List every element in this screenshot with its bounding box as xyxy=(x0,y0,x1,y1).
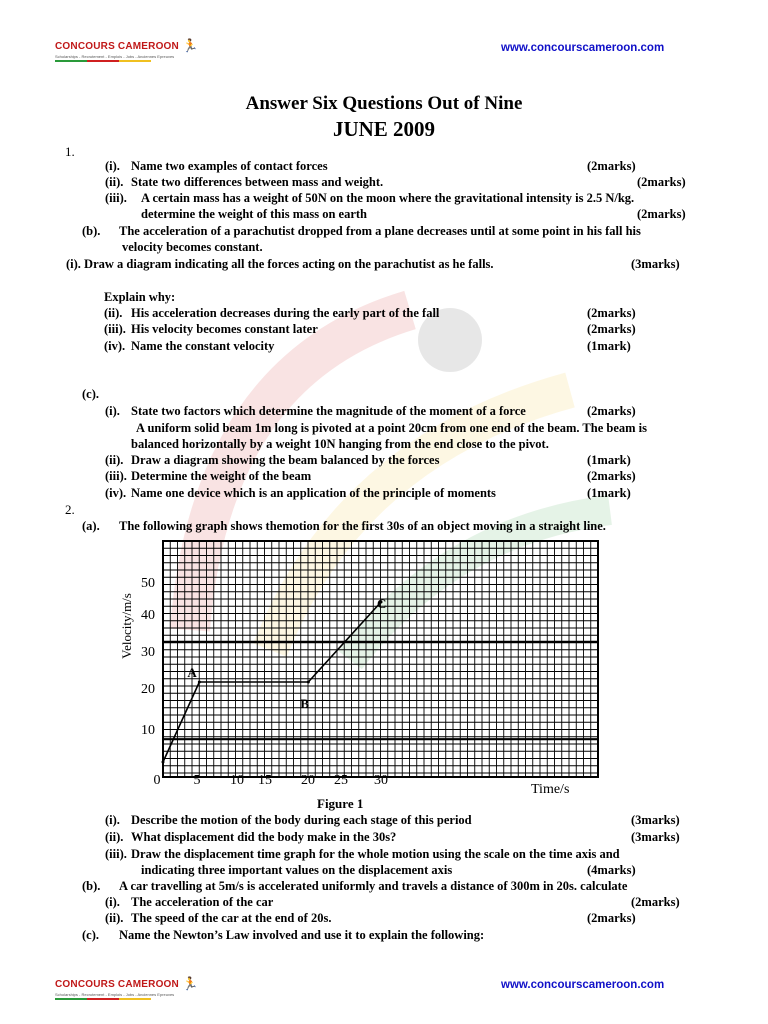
point-label-b: B xyxy=(300,696,310,711)
footer-logo-stripe xyxy=(55,998,151,1000)
header-logo-subtitle: Scholarships - Recrutement - Emplois - Jobs - Anciennes Epreuves xyxy=(55,54,175,59)
runner-icon: 🏃 xyxy=(181,38,199,53)
q1-b-iii-label: (iii). xyxy=(104,322,126,336)
y-tick-label: 20 xyxy=(141,682,155,697)
runner-icon: 🏃 xyxy=(181,976,199,991)
q1-c-ii-label: (ii). xyxy=(105,453,124,467)
q2-b-label: (b). xyxy=(82,879,101,893)
q1-c-label: (c). xyxy=(82,387,99,401)
q1-b-label: (b). xyxy=(82,224,101,238)
footer-logo-subtitle: Scholarships - Recrutement - Emplois - Jobs - Anciennes Epreuves xyxy=(55,992,175,997)
y-tick-label: 10 xyxy=(141,723,155,738)
footer-logo[interactable] xyxy=(55,976,198,998)
q1-i-label: (i). xyxy=(105,159,120,173)
x-tick-label: 20 xyxy=(301,773,315,788)
x-tick-label: 15 xyxy=(258,773,272,788)
q2-b-ii-label: (ii). xyxy=(105,911,124,925)
q1-b-i-text: (i). Draw a diagram indicating all the forces acting on the parachutist as he falls. xyxy=(66,257,494,271)
x-tick-label: 0 xyxy=(153,773,161,788)
q2-a-iii-marks: (4marks) xyxy=(587,863,636,877)
q1-ii-text: State two differences between mass and weight. xyxy=(131,175,384,189)
q1-c-ii-text: Draw a diagram showing the beam balanced by the forces xyxy=(131,453,440,467)
q1-c-ii-marks: (1mark) xyxy=(587,453,631,467)
q1-c-iv-label: (iv). xyxy=(105,486,127,500)
q1-b-iv-text: Name the constant velocity xyxy=(131,339,275,353)
header-logo-text: CONCOURS CAMEROON xyxy=(55,40,179,52)
y-axis-label: Velocity/m/s xyxy=(119,593,134,659)
q2-c-text: Name the Newton’s Law involved and use it to explain the following: xyxy=(119,928,485,942)
q2-a-i-marks: (3marks) xyxy=(631,813,680,827)
q1-c-i-text: State two factors which determine the magnitude of the moment of a force xyxy=(131,404,526,418)
q1-c-iii-label: (iii). xyxy=(105,469,127,483)
q1-c-iii-marks: (2marks) xyxy=(587,469,636,483)
q1-c-i-marks: (2marks) xyxy=(587,404,636,418)
q2-a-iii-label: (iii). xyxy=(105,847,127,861)
data-point xyxy=(307,681,310,684)
q1-c-i-label: (i). xyxy=(105,404,120,418)
q2-b-i-label: (i). xyxy=(105,895,120,909)
q1-iii-text: A certain mass has a weight of 50N on the moon where the gravitational intensity is 2.5 N/kg. xyxy=(141,191,635,205)
footer-url[interactable]: www.concourscameroon.com xyxy=(501,979,665,991)
q1-ii-label: (ii). xyxy=(105,175,124,189)
q1-b-text: The acceleration of a parachutist dropped from a plane decreases until at some point in his fall his xyxy=(119,224,641,238)
y-tick-label: 40 xyxy=(141,608,155,623)
q1-c-iv-text: Name one device which is an application of the principle of moments xyxy=(131,486,496,500)
q2-number: 2. xyxy=(65,502,75,517)
q1-b-iii-marks: (2marks) xyxy=(587,322,636,336)
q1-b-text-cont: velocity becomes constant. xyxy=(122,240,263,254)
q1-c-beam-text: A uniform solid beam 1m long is pivoted at a point 20cm from one end of the beam. The beam is xyxy=(136,421,648,435)
q2-c-label: (c). xyxy=(82,928,99,942)
q2-b-text: A car travelling at 5m/s is accelerated uniformly and travels a distance of 300m in 20s. calculate xyxy=(119,879,628,893)
q2-a-label: (a). xyxy=(82,519,100,533)
q2-a-ii-marks: (3marks) xyxy=(631,830,680,844)
point-label-a: A xyxy=(187,665,197,680)
x-tick-label: 5 xyxy=(193,773,201,788)
q2-b-ii-marks: (2marks) xyxy=(587,911,636,925)
q1-c-beam-text-cont: balanced horizontally by a weight 10N hanging from the end close to the pivot. xyxy=(131,437,549,451)
x-axis-label: Time/s xyxy=(531,782,570,797)
q1-b-ii-marks: (2marks) xyxy=(587,306,636,320)
q1-explain-heading: Explain why: xyxy=(104,290,176,304)
q1-b-iv-label: (iv). xyxy=(104,339,126,353)
y-tick-label: 50 xyxy=(141,576,155,591)
q2-a-iii-text-cont: indicating three important values on the displacement axis xyxy=(141,863,453,877)
q1-b-iii-text: His velocity becomes constant later xyxy=(131,322,318,336)
q1-c-iii-text: Determine the weight of the beam xyxy=(131,469,312,483)
q1-ii-marks: (2marks) xyxy=(637,175,686,189)
exam-title: Answer Six Questions Out of Nine xyxy=(245,93,523,114)
figure-caption: Figure 1 xyxy=(317,796,364,811)
q2-a-iii-text: Draw the displacement time graph for the whole motion using the scale on the time axis and xyxy=(131,847,620,861)
data-point xyxy=(198,681,201,684)
x-tick-label: 10 xyxy=(230,773,244,788)
header-logo[interactable] xyxy=(55,38,198,60)
x-tick-label: 30 xyxy=(374,773,388,788)
point-label-c: C xyxy=(377,596,387,611)
q1-i-marks: (2marks) xyxy=(587,159,636,173)
header-logo-stripe xyxy=(55,60,151,62)
q1-b-iv-marks: (1mark) xyxy=(587,339,631,353)
q2-a-i-label: (i). xyxy=(105,813,120,827)
q2-b-ii-text: The speed of the car at the end of 20s. xyxy=(131,911,332,925)
q2-a-text: The following graph shows themotion for the first 30s of an object moving in a straight line. xyxy=(119,519,606,533)
x-tick-label: 25 xyxy=(334,773,348,788)
q1-b-ii-text: His acceleration decreases during the early part of the fall xyxy=(131,306,440,320)
footer-logo-text: CONCOURS CAMEROON xyxy=(55,978,179,990)
q1-b-ii-label: (ii). xyxy=(104,306,123,320)
q2-a-ii-label: (ii). xyxy=(105,830,124,844)
q2-b-i-text: The acceleration of the car xyxy=(131,895,274,909)
data-point xyxy=(162,761,165,764)
q1-number: 1. xyxy=(65,144,75,159)
q1-iii-text-cont: determine the weight of this mass on earth xyxy=(141,207,368,221)
q2-a-i-text: Describe the motion of the body during each stage of this period xyxy=(131,813,472,827)
q1-b-i-marks: (3marks) xyxy=(631,257,680,271)
q1-i-text: Name two examples of contact forces xyxy=(131,159,328,173)
velocity-time-graph xyxy=(0,530,768,820)
q1-iii-label: (iii). xyxy=(105,191,127,205)
exam-date: JUNE 2009 xyxy=(332,117,436,141)
q1-c-iv-marks: (1mark) xyxy=(587,486,631,500)
q2-b-i-marks: (2marks) xyxy=(631,895,680,909)
header-url[interactable]: www.concourscameroon.com xyxy=(501,42,665,54)
q1-iii-marks: (2marks) xyxy=(637,207,686,221)
q2-a-ii-text: What displacement did the body make in the 30s? xyxy=(131,830,397,844)
y-tick-label: 30 xyxy=(141,645,155,660)
